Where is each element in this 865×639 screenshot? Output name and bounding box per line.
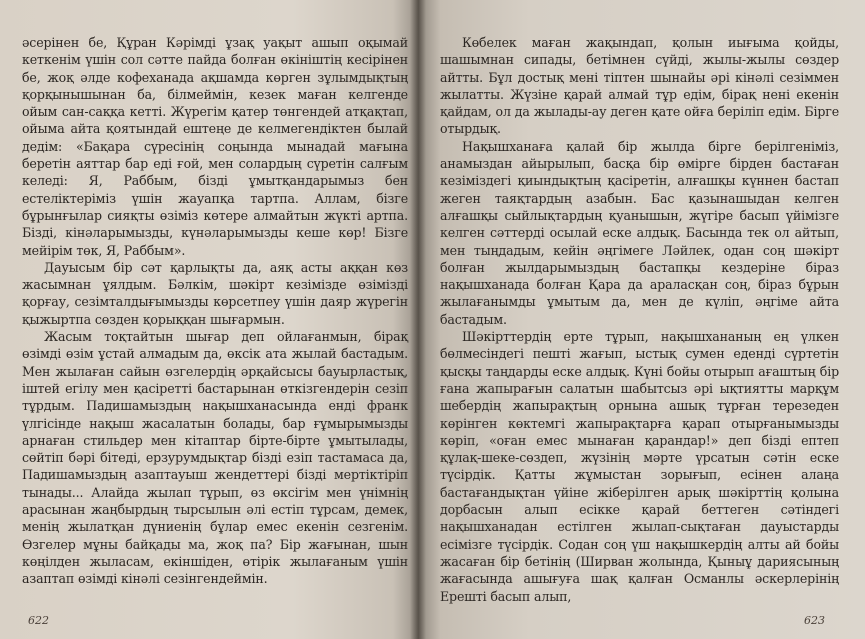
right-paragraph-3: Шәкірттердің ерте тұрып, нақышхананың ең үлкен бөлмесіндегі пешті жағып, ыстық сумен еденді сүртетін қысқы таңдарды еске алдық. Күні бойы отырып ағаштың бір ғана жапырағын салатын шабытсыз әрі ықтиятты марқұм шебердің жапырақтың орнына ашық тұрған терезеден көрінген көктемгі жапырақтарға қарап отырғанымызды көріп, «оған емес мынаған қарандар!» деп бізді ептеп құлақ-шеке-сөздеп, жүзінің мәрте үрсатын сәтін еске түсірдік. Қатты жұмыстан зорығып, есінен алаңа бастағандықтан үйіне жіберілген арық шәкірттің қолына дорбасын алып есікке қарай беттеген сәтіндегі нақышханадан естілген жылап-сықтаған дауыстарды есімізге түсірдік. Содан соң үш нақышкердің алты ай бойы жасаған бір бетінің (Ширван жолында, Қыныұ дариясының жағасында ашығуға шақ қалған Османлы әскерлерінің Ерешті басып алып, xyxy=(440,329,839,604)
left-page xyxy=(0,0,418,639)
right-paragraph-2: Нақышханаға қалай бір жылда бірге берілгеніміз, анамыздан айырылып, басқа бір өмірге бірден бастаған кезіміздегі қиындықтың қасіретін, алғашқы күннен бастап жеген таяқтардың азабын. Бас қазынашыдан келген алғашқы сыйлықтардың қуанышын, жүгіре басып үйімізге келген сәттерді осылай еске алдық. Басында тек ол айтып, мен тыңдадым, кейін әңгімеге Ләйлек, одан соң шәкірт болған жылдарымыздың бастапқы кездеріне біраз нақышханада болған Қара да араласқан соң, біраз бұрын жылағанымды ұмытым да, мен де күліп, әңгіме айта бастадым. xyxy=(440,138,839,327)
right-page-number: 623 xyxy=(804,614,825,627)
left-paragraph-2: Дауысым бір сәт қарлықты да, аяқ асты аққан көз жасымнан ұялдым. Бәлкім, шәкірт кезімізде өзімізді қорғау, сезімталдығымызды көрсетпеу үшін даяр жүрегін қыжыртпа сөзден қорыққан шығармын. xyxy=(22,259,408,327)
book-gutter xyxy=(410,0,426,639)
right-paragraph-1: Көбелек маған жақындап, қолын иығыма қойды, шашымнан сипады, бетімнен сүйді, жылы-жылы сөздер айтты. Бұл достық мені тіптен шынайы әрі кінәлі сезіммен жылатты. Жүзіне қарай алмай тұр едім, бірақ нені екенін қайдам, ол да жылады-ау деген қате ойға беріліп едім. Бірге отырдық. xyxy=(440,35,839,137)
left-page-number: 622 xyxy=(28,614,49,627)
right-page xyxy=(418,0,865,639)
left-paragraph-1: әсерінен бе, Құран Кәрімді ұзақ уақыт ашып оқымай кеткенім үшін сол сәтте пайда болған өкініштің кесірінен бе, жоқ әлде кофеханада ақшамда көрген зұлымдықтың қорқынышынан ба, білмеймін, кезек маған келгенде ойым сан-саққа кетті. Жүрегім қатер төнгендей атқақтап, ойыма айта қоятындай ештеңе де келмегендіктен былай дедім: «Бақара сүресінің соңында мынадай мағына беретін аяттар бар еді ғой, мен солардың сүретін салғым келеді: Я, Раббым, бізді ұмытқандарымыз бен естеліктеріміз үшін жауапқа тартпа. Аллам, бізге бұрынғылар сияқты өзіміз көтере алмайтын жүкті артпа. Бізді, кінәларымызды, күнәларымызды кеше көр! Бізге мейірім төк, Я, Раббым». xyxy=(22,35,408,258)
left-paragraph-3: Жасым тоқтайтын шығар деп ойлағанмын, бірақ өзімді өзім ұстай алмадым да, өксік ата жылай бастадым. Мен жылаған сайын өзгелердің әрқайсысы бауырластық, іштей егілу мен қасіретті бастарынан өткізгендерін сезіп тұрдым. Падишамыздың нақышханасында енді франк үлгісінде нақыш жасалатын болады, бар ғұмырымызды арнаған стильдер мен кітаптар бірте-бірте ұмытылады, сөйтіп бәрі бітеді, ерзурумдықтар бізді езіп тастамаса да, Падишамыздың азаптауыш жендеттері бізді мертіктіріп тынады... Алайда жылап тұрып, өз өксігім мен үнімнің арасынан жаңбырдың тырсылын әлі естіп тұрсам, демек, менің жылатқан дүниенің бұлар емес екенін сезгенім. Өзгелер мұны байқады ма, жоқ па? Бір жағынан, шын көңілден жыласам, екіншіден, өтірік жылағаным үшін азаптап өзімді кінәлі сезінгендеймін. xyxy=(22,329,408,587)
